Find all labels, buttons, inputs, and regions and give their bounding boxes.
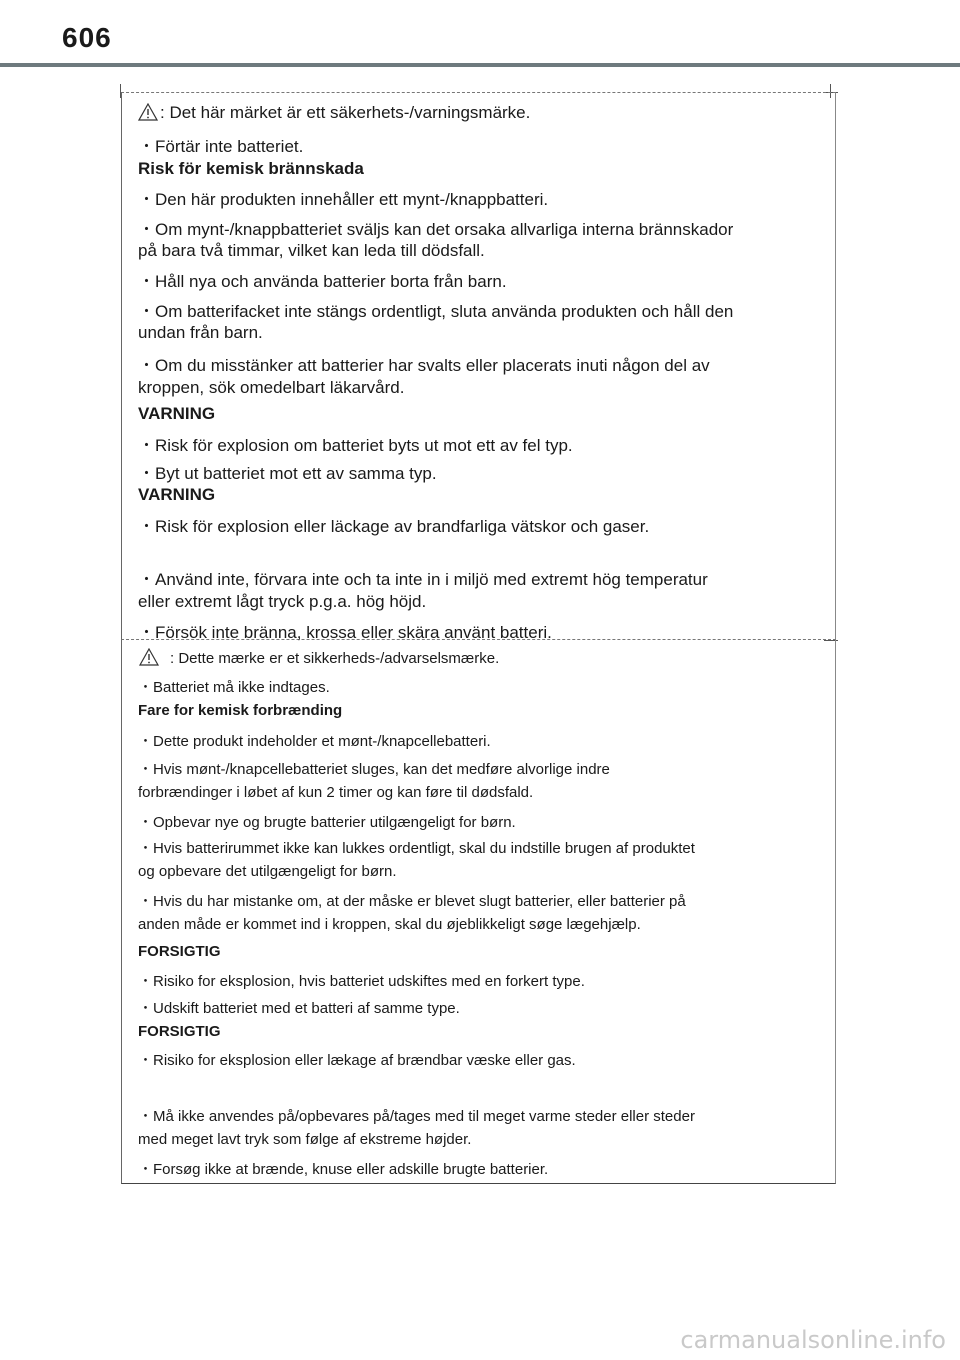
text-line: kroppen, sök omedelbart läkarvård.	[138, 378, 405, 397]
text-line: ・Förtär inte batteriet.	[138, 137, 304, 156]
section-heading: VARNING	[138, 404, 216, 423]
text-line: eller extremt lågt tryck p.g.a. hög höjd.	[138, 592, 427, 611]
text-line: undan från barn.	[138, 323, 263, 342]
text-line: anden måde er kommet ind i kroppen, skal du øjeblikkeligt søge lægehjælp.	[138, 916, 641, 933]
text-line: ・Risiko for eksplosion eller lækage af brændbar væske eller gas.	[138, 1052, 576, 1069]
section-heading: FORSIGTIG	[138, 943, 221, 960]
text-line: ・Dette produkt indeholder et mønt-/knapcellebatteri.	[138, 733, 491, 750]
text-line: ・Om mynt-/knappbatteriet sväljs kan det orsaka allvarliga interna brännskador	[138, 220, 734, 239]
text-line: ・Risk för explosion eller läckage av brandfarliga vätskor och gaser.	[138, 517, 650, 536]
warning-triangle-icon	[138, 103, 158, 121]
section-heading: FORSIGTIG	[138, 1023, 221, 1040]
swedish-warning-panel	[121, 92, 836, 640]
label-text: : Det här märket är ett säkerhets-/varningsmärke.	[160, 103, 531, 122]
section-heading: VARNING	[138, 485, 216, 504]
text-line: ・Hvis mønt-/knapcellebatteriet sluges, kan det medføre alvorlige indre	[138, 761, 610, 778]
text-line: og opbevare det utilgængeligt for børn.	[138, 863, 397, 880]
text-line: forbrændinger i løbet af kun 2 timer og kan føre til dødsfald.	[138, 784, 534, 801]
section-heading: Risk för kemisk brännskada	[138, 159, 364, 178]
page-header	[0, 0, 960, 70]
text-line: ・Försök inte bränna, krossa eller skära använt batteri.	[138, 623, 552, 642]
text-line: ・Forsøg ikke at brænde, knuse eller adskille brugte batterier.	[138, 1161, 549, 1178]
text-line: ・Hvis batterirummet ikke kan lukkes ordentligt, skal du indstille brugen af produktet	[138, 840, 695, 857]
text-line: ・Den här produkten innehåller ett mynt-/knappbatteri.	[138, 190, 549, 209]
text-line: ・Må ikke anvendes på/opbevares på/tages med til meget varme steder eller steder	[138, 1108, 695, 1125]
section-heading: Fare for kemisk forbrænding	[138, 702, 343, 719]
text-line: ・Batteriet må ikke indtages.	[138, 679, 330, 696]
text-line: ・Håll nya och använda batterier borta från barn.	[138, 272, 507, 291]
label-line-1	[138, 103, 530, 123]
text-line: ・Byt ut batteriet mot ett av samma typ.	[138, 464, 437, 483]
label-text: : Dette mærke er et sikkerheds-/advarselsmærke.	[170, 650, 500, 667]
text-line: ・Om du misstänker att batterier har svalts eller placerats inuti någon del av	[138, 356, 710, 375]
site-watermark: carmanualsonline.info	[680, 1326, 946, 1354]
text-line: ・Risk för explosion om batteriet byts ut mot ett av fel typ.	[138, 436, 573, 455]
text-line: på bara två timmar, vilket kan leda till dödsfall.	[138, 241, 485, 260]
header-rule	[0, 63, 960, 67]
text-line: ・Hvis du har mistanke om, at der måske er blevet slugt batterier, eller batterier på	[138, 893, 686, 910]
text-line: ・Udskift batteriet med et batteri af samme type.	[138, 1000, 460, 1017]
label-line-1	[138, 648, 499, 667]
danish-warning-panel	[121, 640, 836, 1184]
warning-triangle-icon	[138, 648, 160, 666]
text-line: med meget lavt tryk som følge af ekstreme højder.	[138, 1131, 472, 1148]
text-line: ・Risiko for eksplosion, hvis batteriet udskiftes med en forkert type.	[138, 973, 585, 990]
text-line: ・Opbevar nye og brugte batterier utilgængeligt for børn.	[138, 814, 516, 831]
page-number: 606	[62, 22, 112, 53]
text-line: ・Använd inte, förvara inte och ta inte in i miljö med extremt hög temperatur	[138, 570, 708, 589]
text-line: ・Om batterifacket inte stängs ordentligt, sluta använda produkten och håll den	[138, 302, 734, 321]
